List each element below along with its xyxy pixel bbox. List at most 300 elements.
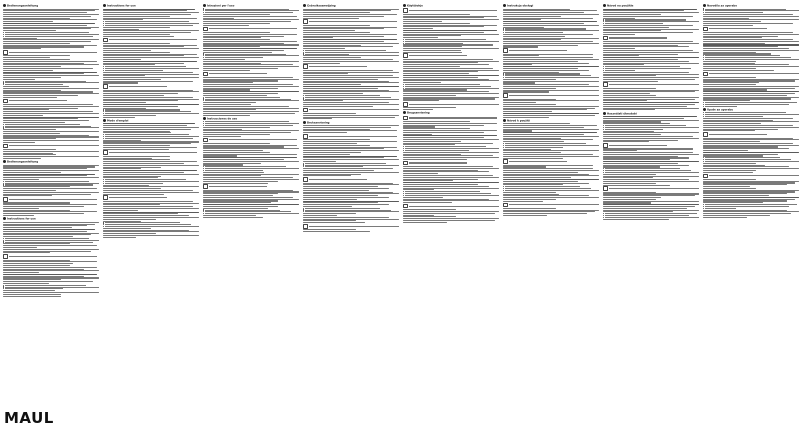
- manual-column-7: [603, 3, 699, 433]
- button-reference: [403, 8, 499, 13]
- text-paragraph: [603, 143, 699, 151]
- text-paragraph: [3, 210, 99, 216]
- text-paragraph: [303, 172, 399, 177]
- text-paragraph: [303, 134, 399, 144]
- text-line: [303, 104, 399, 105]
- text-line: [503, 113, 599, 114]
- text-line: [703, 95, 787, 96]
- text-paragraph: [503, 66, 599, 72]
- text-paragraph: [203, 53, 299, 60]
- text-line: [103, 32, 191, 33]
- text-line: [403, 168, 499, 169]
- text-paragraph: [403, 152, 499, 160]
- text-line: [3, 16, 91, 17]
- text-line: [3, 158, 41, 159]
- text-line: [103, 172, 184, 173]
- text-paragraph: [3, 111, 99, 116]
- key-icon: [403, 53, 408, 58]
- text-line: [203, 68, 278, 69]
- text-line: [103, 14, 191, 15]
- text-line: [503, 88, 556, 89]
- text-paragraph: [403, 75, 499, 83]
- text-paragraph: [303, 75, 399, 85]
- key-icon: [603, 82, 608, 87]
- text-line: [203, 181, 278, 182]
- text-paragraph: [303, 217, 399, 223]
- text-paragraph: [403, 102, 499, 110]
- text-line: [703, 16, 799, 17]
- text-paragraph: [703, 39, 799, 44]
- text-line: [203, 32, 270, 33]
- text-line: [103, 163, 184, 164]
- text-line: [103, 127, 199, 128]
- text-paragraph: [703, 19, 799, 25]
- text-paragraph: [3, 135, 99, 143]
- text-paragraph: [103, 104, 199, 109]
- text-line: [503, 41, 593, 42]
- text-line: [203, 197, 293, 198]
- text-line: [3, 170, 99, 171]
- text-line: [303, 195, 378, 196]
- text-paragraph: [703, 55, 799, 63]
- text-line: [603, 88, 656, 89]
- bullet-item: [603, 23, 699, 24]
- text-line: [603, 97, 699, 98]
- text-paragraph: [3, 222, 99, 228]
- text-line: [503, 70, 589, 71]
- text-paragraph: [503, 84, 599, 92]
- text-paragraph: [703, 64, 799, 70]
- text-paragraph: [703, 166, 799, 172]
- key-icon: [703, 174, 708, 179]
- text-paragraph: [503, 73, 599, 83]
- text-paragraph: [403, 68, 499, 74]
- bullet-item: [203, 213, 299, 214]
- text-line: [303, 70, 393, 71]
- text-paragraph: [3, 9, 99, 23]
- section-title: Käyttöohje: [403, 4, 499, 8]
- text-line: [403, 68, 493, 69]
- text-line: [103, 190, 193, 191]
- text-line: [503, 179, 599, 180]
- text-paragraph: [203, 84, 299, 90]
- text-line: [403, 14, 470, 15]
- bullet-item: [403, 195, 499, 196]
- key-icon: [203, 27, 208, 32]
- text-paragraph: [603, 152, 699, 160]
- text-line: [3, 25, 87, 26]
- text-paragraph: [203, 130, 299, 136]
- text-paragraph: [403, 191, 499, 198]
- text-line: [103, 192, 199, 193]
- key-icon: [303, 64, 308, 69]
- text-paragraph: [3, 99, 99, 111]
- section-title: Návod k použití: [503, 119, 599, 123]
- section-number-icon: [403, 4, 406, 7]
- text-line: [103, 52, 170, 53]
- text-line: [3, 151, 99, 152]
- text-paragraph: [503, 203, 599, 217]
- text-paragraph: [203, 72, 299, 84]
- text-paragraph: [703, 210, 799, 218]
- text-paragraph: [503, 93, 599, 103]
- text-line: [703, 143, 793, 144]
- section-number-icon: [403, 111, 406, 114]
- text-paragraph: [403, 204, 499, 216]
- text-line: [203, 113, 295, 114]
- text-line: [203, 77, 293, 78]
- text-line: [3, 229, 95, 230]
- text-line: [703, 118, 793, 119]
- text-line: [3, 215, 34, 216]
- text-line: [403, 123, 497, 124]
- text-paragraph: [403, 128, 499, 134]
- text-line: [303, 118, 332, 119]
- text-paragraph: [203, 91, 299, 96]
- section-title: Instructions for use: [3, 217, 99, 221]
- text-paragraph: [603, 50, 699, 56]
- key-icon: [403, 161, 408, 166]
- key-icon: [203, 138, 208, 143]
- text-line: [403, 166, 493, 167]
- text-line: [403, 50, 461, 51]
- bullet-item: [103, 113, 199, 114]
- text-line: [3, 41, 91, 42]
- key-icon: [203, 72, 208, 77]
- text-line: [3, 206, 84, 207]
- text-line: [403, 23, 470, 24]
- text-paragraph: [103, 212, 199, 222]
- text-line: [203, 127, 270, 128]
- text-paragraph: [3, 274, 99, 284]
- text-line: [703, 23, 793, 24]
- text-line: [303, 43, 399, 44]
- text-paragraph: [403, 84, 499, 91]
- text-paragraph: [503, 179, 599, 185]
- text-line: [3, 267, 97, 268]
- section-title: Bruksanvisning: [303, 121, 399, 125]
- button-reference: [303, 108, 399, 113]
- manual-column-4: [303, 3, 399, 433]
- text-line: [403, 152, 499, 153]
- text-line: [603, 72, 689, 73]
- text-paragraph: [203, 166, 299, 173]
- text-line: [703, 188, 756, 189]
- text-line: [3, 95, 78, 96]
- text-line: [703, 61, 756, 62]
- text-paragraph: [403, 216, 499, 222]
- section-title: Bedienungsanleitung: [3, 4, 99, 8]
- text-line: [3, 61, 97, 62]
- text-line: [203, 143, 270, 144]
- text-paragraph: [603, 57, 699, 65]
- text-line: [203, 217, 263, 218]
- section-number-icon: [3, 160, 6, 163]
- text-paragraph: [303, 125, 399, 133]
- text-line: [603, 14, 661, 15]
- text-paragraph: [103, 195, 199, 205]
- text-line: [703, 50, 799, 51]
- text-line: [203, 152, 270, 153]
- text-line: [3, 274, 97, 275]
- text-line: [503, 23, 584, 24]
- text-paragraph: [303, 9, 399, 19]
- text-line: [103, 27, 170, 28]
- text-paragraph: [703, 132, 799, 142]
- text-line: [103, 217, 199, 218]
- text-paragraph: [203, 209, 299, 217]
- text-line: [3, 88, 99, 89]
- text-paragraph: [3, 285, 99, 292]
- button-reference: [603, 143, 699, 148]
- text-paragraph: [303, 208, 399, 216]
- text-line: [203, 115, 250, 116]
- text-paragraph: [303, 39, 399, 49]
- text-line: [503, 117, 549, 118]
- text-paragraph: [303, 201, 399, 207]
- button-reference: [3, 197, 99, 202]
- bullet-item: [103, 226, 199, 227]
- text-line: [503, 197, 599, 198]
- text-line: [403, 95, 456, 96]
- text-line: [203, 215, 256, 216]
- section-number-icon: [503, 4, 506, 7]
- key-icon: [303, 224, 308, 229]
- button-reference: [703, 72, 799, 77]
- text-line: [103, 77, 199, 78]
- text-paragraph: [503, 123, 599, 131]
- bullet-item: [403, 88, 499, 89]
- text-line: [303, 61, 399, 62]
- key-icon: [503, 48, 508, 53]
- text-paragraph: [503, 48, 599, 56]
- text-line: [503, 79, 556, 80]
- text-paragraph: [603, 199, 699, 204]
- section-number-icon: [303, 4, 306, 7]
- text-line: [303, 88, 378, 89]
- key-icon: [303, 19, 308, 24]
- button-reference: [203, 138, 299, 143]
- section-number-icon: [203, 4, 206, 7]
- text-paragraph: [303, 192, 399, 200]
- button-reference: [303, 19, 399, 24]
- text-line: [3, 222, 99, 223]
- text-paragraph: [3, 265, 99, 273]
- key-icon: [503, 203, 508, 208]
- text-line: [303, 204, 389, 205]
- text-paragraph: [3, 165, 99, 173]
- button-reference: [703, 174, 799, 179]
- text-line: [203, 23, 270, 24]
- text-line: [3, 294, 61, 295]
- text-line: [303, 127, 391, 128]
- text-paragraph: [403, 161, 499, 175]
- text-paragraph: [603, 186, 699, 198]
- text-paragraph: [403, 182, 499, 190]
- manual-column-1: [3, 3, 99, 403]
- text-line: [203, 159, 284, 160]
- text-line: [203, 106, 289, 107]
- key-icon: [303, 177, 308, 182]
- bullet-item: [703, 106, 799, 107]
- text-paragraph: [503, 21, 599, 27]
- text-line: [3, 14, 99, 15]
- key-icon: [703, 132, 708, 137]
- text-line: [503, 43, 599, 44]
- section-title: Használati útmutató: [603, 112, 699, 116]
- text-line: [303, 145, 370, 146]
- text-line: [703, 93, 795, 94]
- bullet-item: [603, 172, 699, 173]
- text-line: [303, 25, 370, 26]
- text-paragraph: [703, 84, 799, 90]
- text-paragraph: [103, 30, 199, 36]
- text-line: [503, 208, 556, 209]
- bullet-item: [203, 12, 299, 13]
- text-paragraph: [503, 28, 599, 36]
- text-line: [303, 14, 397, 15]
- text-paragraph: [603, 204, 699, 212]
- text-line: [603, 154, 699, 155]
- text-line: [603, 219, 669, 220]
- key-icon: [203, 184, 208, 189]
- text-line: [303, 217, 389, 218]
- text-paragraph: [403, 135, 499, 145]
- text-line: [503, 61, 578, 62]
- section-title: Instrukcja obsługi: [503, 4, 599, 8]
- bullet-item: [3, 127, 99, 128]
- text-paragraph: [603, 82, 699, 94]
- text-line: [3, 149, 56, 150]
- text-line: [303, 188, 389, 189]
- text-paragraph: [203, 138, 299, 152]
- text-line: [3, 296, 61, 297]
- text-line: [3, 140, 99, 141]
- text-line: [203, 16, 297, 17]
- text-paragraph: [503, 132, 599, 142]
- text-paragraph: [103, 170, 199, 178]
- text-paragraph: [703, 174, 799, 188]
- text-paragraph: [3, 174, 99, 180]
- text-paragraph: [203, 61, 299, 71]
- text-line: [603, 95, 656, 96]
- bullet-item: [3, 84, 99, 85]
- text-line: [703, 77, 756, 78]
- text-paragraph: [303, 50, 399, 55]
- section-title: Instrucciones de uso: [203, 117, 299, 121]
- text-line: [503, 181, 578, 182]
- text-line: [603, 206, 695, 207]
- text-line: [3, 292, 99, 293]
- text-line: [103, 165, 199, 166]
- button-reference: [3, 144, 99, 149]
- text-line: [303, 152, 361, 153]
- text-paragraph: [403, 23, 499, 29]
- text-line: [603, 59, 678, 60]
- text-paragraph: [3, 197, 99, 209]
- button-reference: [503, 48, 599, 53]
- text-paragraph: [503, 113, 599, 118]
- text-paragraph: [103, 141, 199, 149]
- text-line: [403, 48, 499, 49]
- key-icon: [103, 195, 108, 200]
- text-line: [3, 23, 95, 24]
- bullet-item: [603, 217, 699, 218]
- text-paragraph: [303, 177, 399, 191]
- text-line: [603, 104, 695, 105]
- section-number-icon: [103, 4, 106, 7]
- manual-column-2: [103, 3, 199, 433]
- text-paragraph: [303, 95, 399, 102]
- brand-logo: MAUL: [4, 409, 54, 427]
- text-line: [503, 34, 593, 35]
- key-icon: [403, 116, 408, 121]
- text-line: [503, 134, 584, 135]
- key-icon: [303, 134, 308, 139]
- text-line: [303, 159, 399, 160]
- text-paragraph: [3, 117, 99, 123]
- text-paragraph: [203, 97, 299, 105]
- text-line: [503, 104, 556, 105]
- text-line: [303, 16, 384, 17]
- text-line: [303, 197, 389, 198]
- text-line: [503, 16, 561, 17]
- text-line: [303, 125, 399, 126]
- section-number-icon: [203, 117, 206, 120]
- text-line: [403, 211, 499, 212]
- text-line: [603, 199, 656, 200]
- text-paragraph: [303, 224, 399, 232]
- text-line: [303, 32, 370, 33]
- text-line: [703, 39, 793, 40]
- text-paragraph: [703, 72, 799, 84]
- text-paragraph: [3, 124, 99, 134]
- text-line: [603, 61, 689, 62]
- text-line: [3, 77, 61, 78]
- text-line: [3, 249, 99, 250]
- text-line: [703, 14, 793, 15]
- text-line: [603, 161, 699, 162]
- text-line: [703, 197, 799, 198]
- key-icon: [3, 254, 8, 259]
- key-icon: [503, 159, 508, 164]
- button-reference: [103, 195, 199, 200]
- key-icon: [603, 143, 608, 148]
- bullet-item: [203, 100, 299, 101]
- text-line: [603, 138, 699, 139]
- button-reference: [203, 72, 299, 77]
- bullet-item: [3, 36, 99, 37]
- text-line: [703, 41, 799, 42]
- text-line: [203, 50, 284, 51]
- text-paragraph: [103, 38, 199, 52]
- bullet-item: [603, 129, 699, 130]
- text-paragraph: [3, 192, 99, 197]
- bullet-item: [703, 59, 799, 60]
- text-line: [703, 34, 799, 35]
- text-paragraph: [303, 163, 399, 171]
- text-line: [203, 39, 270, 40]
- button-reference: [103, 38, 199, 43]
- text-line: [703, 68, 756, 69]
- text-line: [103, 147, 197, 148]
- text-paragraph: [703, 27, 799, 39]
- key-icon: [103, 150, 108, 155]
- text-paragraph: [203, 121, 299, 129]
- text-line: [503, 68, 578, 69]
- text-paragraph: [103, 21, 199, 29]
- text-paragraph: [503, 57, 599, 65]
